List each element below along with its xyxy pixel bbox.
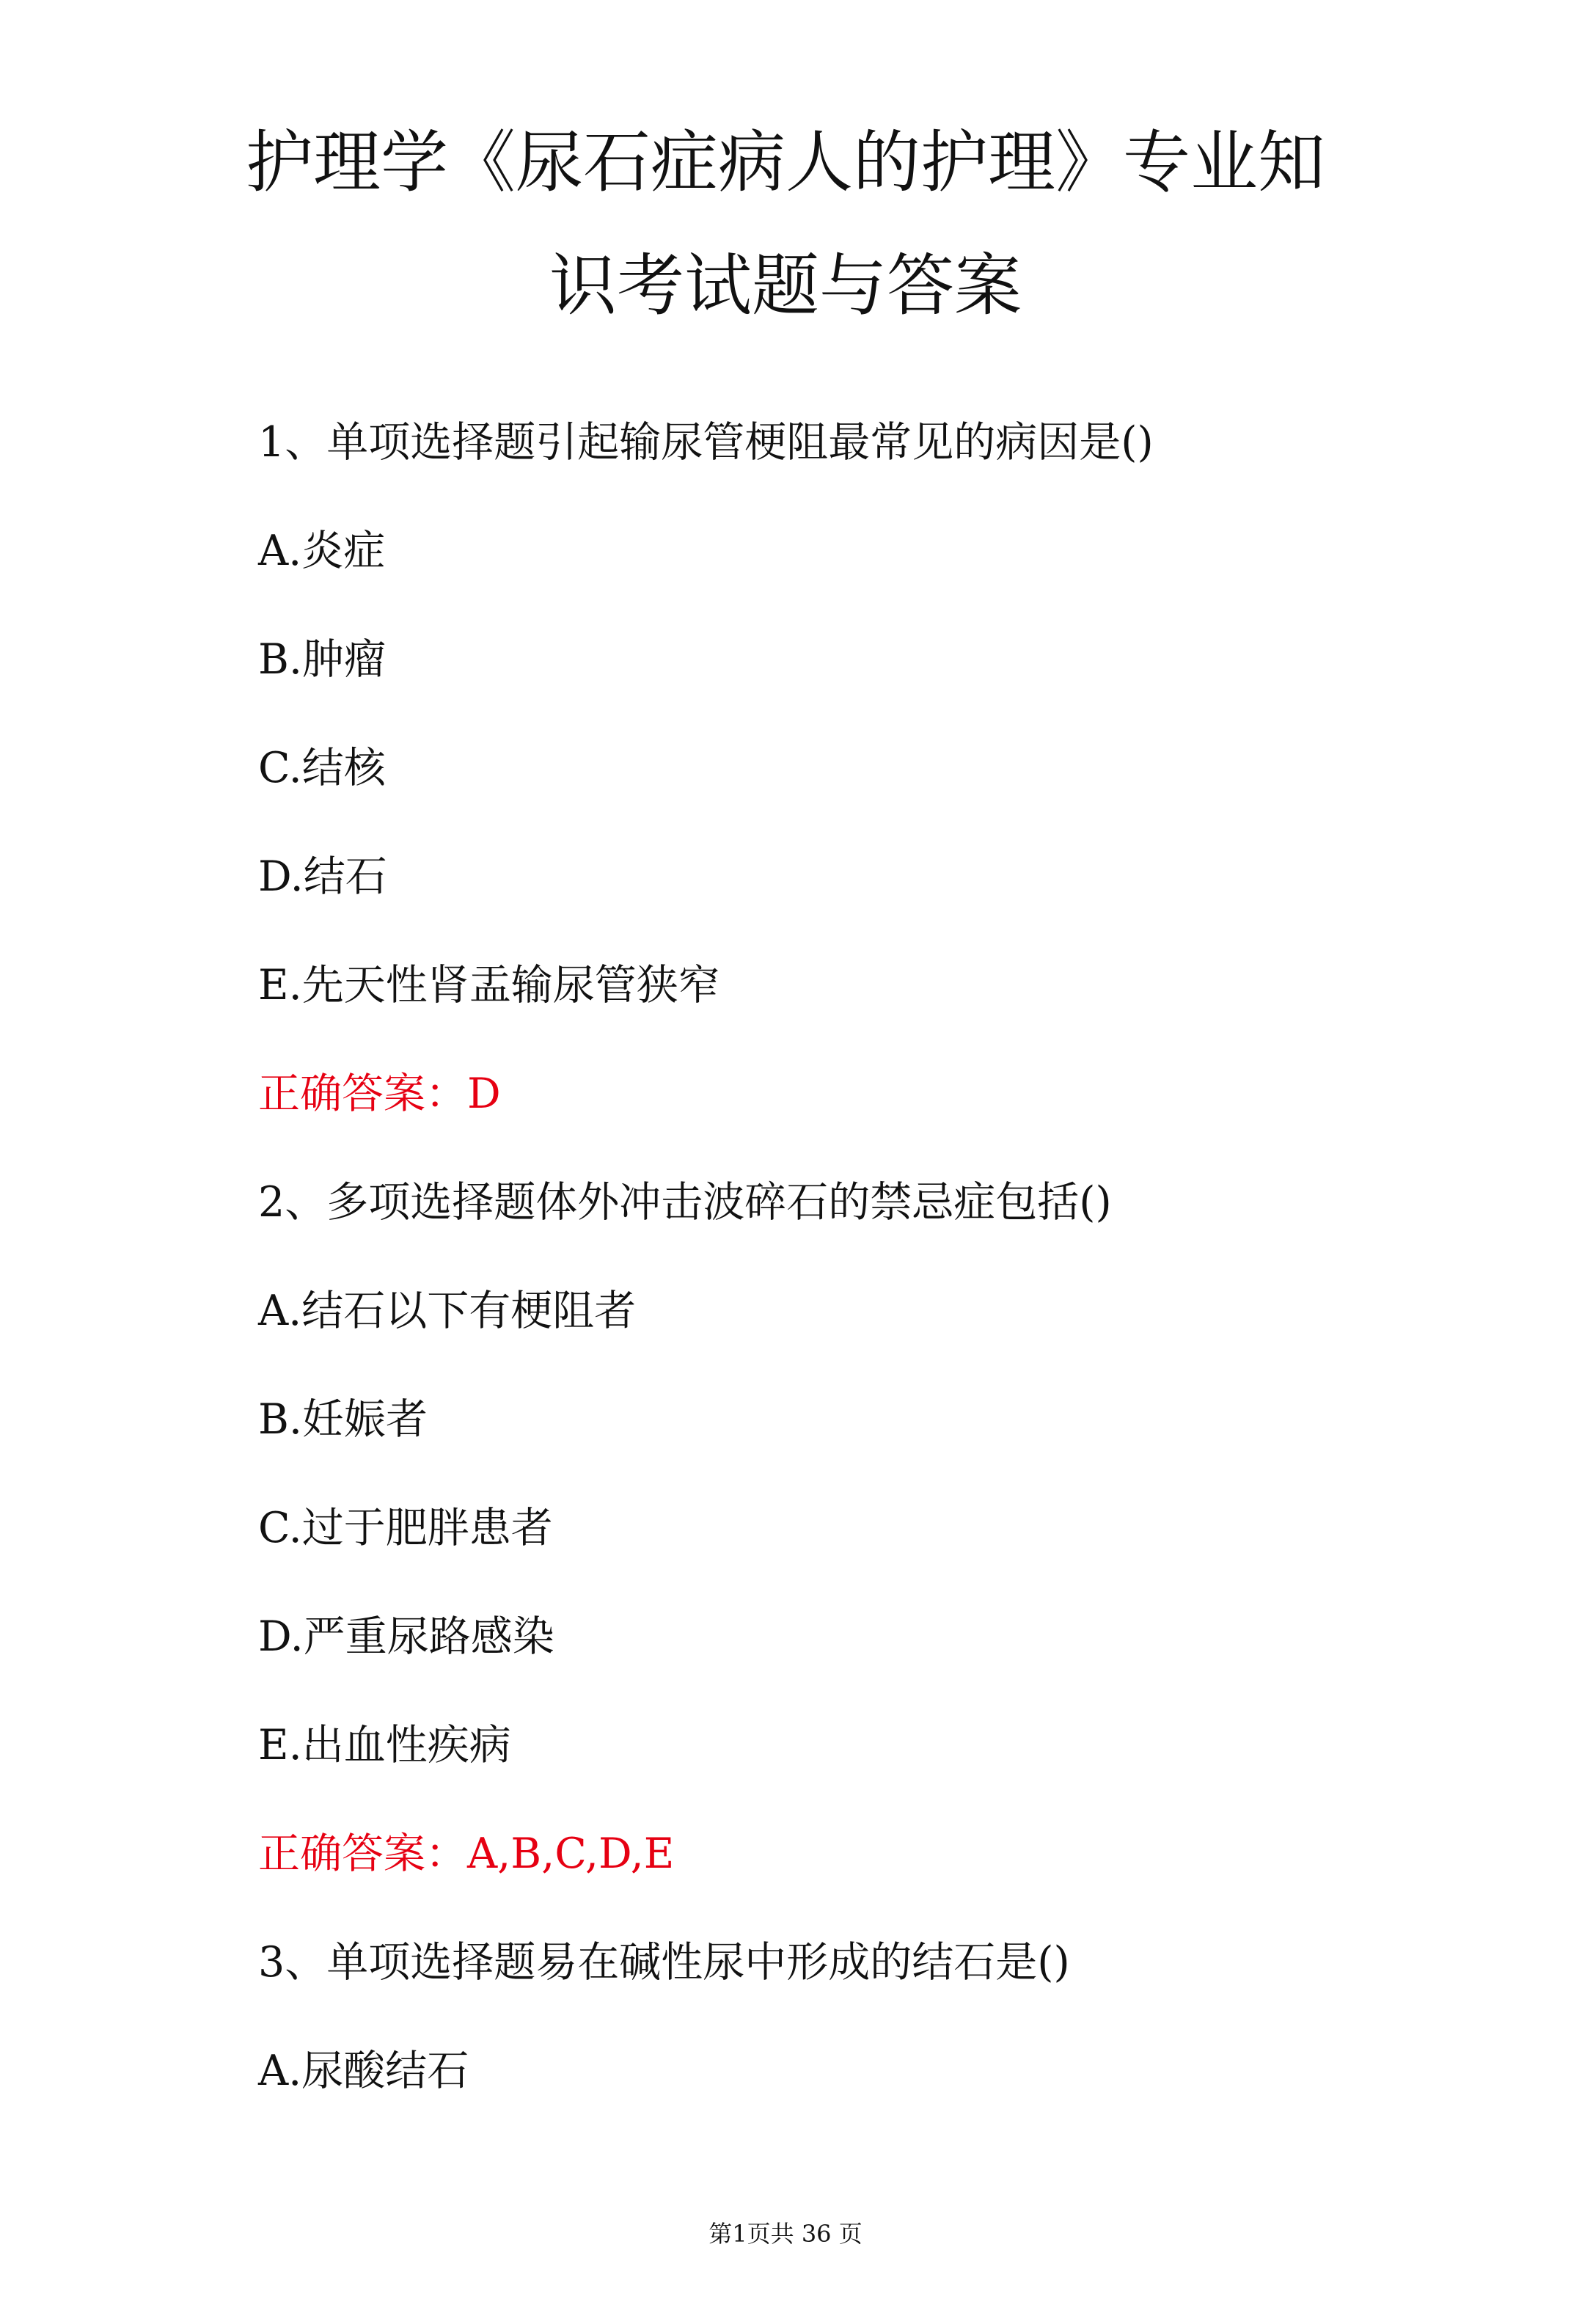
question-list — [258, 409, 1505, 2146]
question-2-option-d: D.严重尿路感染 — [258, 1612, 554, 1661]
question-1-option-d: D.结石 — [258, 852, 387, 901]
question-2-text: 2、多项选择题体外冲击波碎石的禁忌症包括() — [258, 1178, 1112, 1227]
document-title — [0, 101, 1571, 348]
title-line-1: 护理学《尿石症病人的护理》专业知 — [245, 123, 1325, 202]
title-line-2: 识考试题与答案 — [549, 246, 1022, 325]
question-2-option-c: C.过于肥胖患者 — [258, 1504, 553, 1552]
question-3-text: 3、单项选择题易在碱性尿中形成的结石是() — [258, 1938, 1070, 1987]
question-2-answer: 正确答案：A,B,C,D,E — [258, 1830, 675, 1878]
question-1-option-b: B.肿瘤 — [258, 635, 387, 684]
question-1-option-a: A.炎症 — [258, 527, 386, 575]
question-2-option-b: B.妊娠者 — [258, 1395, 428, 1444]
question-2-option-a: A.结石以下有梗阻者 — [258, 1287, 637, 1335]
question-2-option-e: E.出血性疾病 — [258, 1721, 511, 1769]
question-1-text: 1、单项选择题引起输尿管梗阻最常见的病因是() — [258, 418, 1154, 467]
question-1-answer: 正确答案：D — [258, 1070, 501, 1118]
question-1-option-e: E.先天性肾盂输尿管狭窄 — [258, 961, 720, 1009]
question-3-option-a: A.尿酸结石 — [258, 2047, 469, 2095]
page-footer: 第1页共 36 页 — [708, 2220, 863, 2248]
question-1-option-c: C.结核 — [258, 744, 386, 792]
